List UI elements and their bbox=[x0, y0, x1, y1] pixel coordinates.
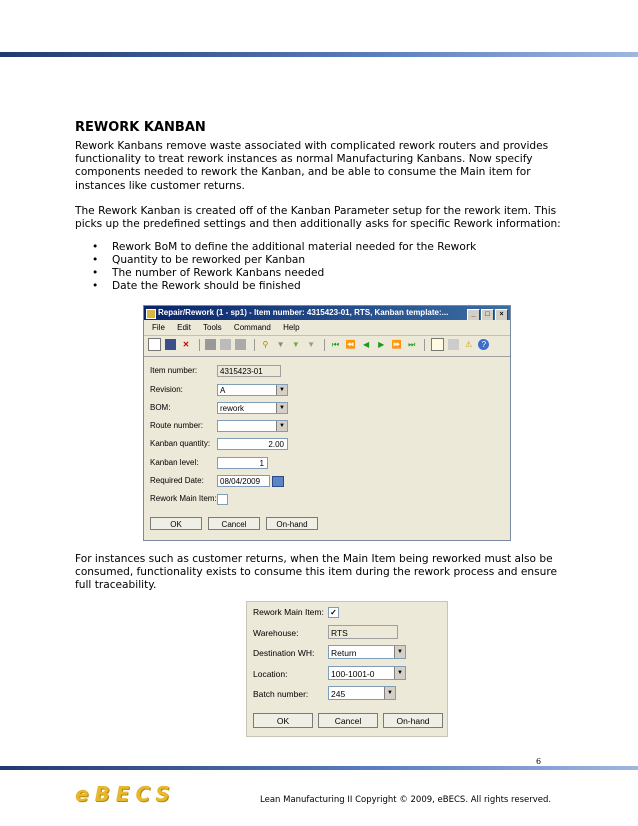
list-item: • Quantity to be reworked per Kanban bbox=[92, 254, 476, 267]
print-icon[interactable] bbox=[205, 339, 216, 350]
app-icon bbox=[146, 309, 156, 319]
menu-help[interactable]: Help bbox=[283, 323, 300, 332]
bom-value: rework bbox=[220, 404, 245, 413]
route-number-label: Route number: bbox=[150, 421, 203, 430]
dialog-titlebar bbox=[144, 306, 510, 320]
chevron-down-icon[interactable]: ▼ bbox=[276, 403, 287, 413]
first-record-icon[interactable]: ⏮ bbox=[331, 340, 340, 349]
list-item: • Rework BoM to define the additional material needed for the Rework bbox=[92, 241, 476, 254]
kanban-quantity-input[interactable]: 2.00 bbox=[217, 438, 288, 450]
intro-paragraph: Rework Kanbans remove waste associated with complicated rework routers and provides functionality to treat rework instances as normal Manufacturing Kanbans. Now specify components needed to rework the Kanban, and be able to consume the Main item for instances like customer returns. bbox=[75, 140, 549, 192]
next-record-icon[interactable]: ▶ bbox=[378, 340, 385, 349]
advanced-filter-icon[interactable]: ▼ bbox=[291, 340, 300, 349]
filter-selection-icon[interactable]: ▼ bbox=[276, 340, 285, 349]
bullet-list bbox=[92, 241, 476, 293]
close-icon[interactable]: × bbox=[495, 309, 508, 320]
refresh-icon[interactable] bbox=[235, 339, 246, 350]
item-number-field: 4315423-01 bbox=[217, 365, 281, 377]
minimize-icon[interactable]: _ bbox=[467, 309, 480, 320]
filter-icon[interactable]: ⚲ bbox=[262, 340, 269, 349]
bottom-rule bbox=[0, 766, 638, 770]
bom-label: BOM: bbox=[150, 403, 171, 412]
ok-button[interactable]: OK bbox=[253, 713, 313, 728]
rework-main-item-checkbox[interactable]: ✓ bbox=[328, 607, 339, 618]
warehouse-field: RTS bbox=[328, 625, 398, 639]
page-number: 6 bbox=[536, 757, 542, 766]
footer-copyright: Lean Manufacturing II Copyright © 2009, eBECS. All rights reserved. bbox=[260, 795, 552, 805]
menu-tools[interactable]: Tools bbox=[203, 323, 222, 332]
required-date-input[interactable]: 08/04/2009 bbox=[217, 475, 270, 487]
returns-paragraph: For instances such as customer returns, when the Main Item being reworked must also be consumed, functionality exists to consume this item during the rework process and ensure full traceability. bbox=[75, 553, 557, 592]
alert-icon[interactable]: ⚠ bbox=[465, 340, 473, 349]
destination-wh-select[interactable] bbox=[328, 645, 406, 659]
required-date-label: Required Date: bbox=[150, 476, 204, 485]
dialog-title: Repair/Rework (1 - sp1) - Item number: 4315423-01, RTS, Kanban template:... bbox=[158, 308, 449, 317]
menu-command[interactable]: Command bbox=[233, 323, 271, 332]
remove-filter-icon[interactable]: ▼ bbox=[307, 340, 316, 349]
menu-bar bbox=[144, 320, 510, 336]
copy-icon[interactable] bbox=[448, 339, 459, 350]
next-page-icon[interactable]: ⏩ bbox=[391, 340, 402, 349]
on-hand-button[interactable]: On-hand bbox=[266, 517, 318, 530]
ok-button[interactable]: OK bbox=[150, 517, 202, 530]
on-hand-button[interactable]: On-hand bbox=[383, 713, 443, 728]
maximize-icon[interactable]: □ bbox=[481, 309, 494, 320]
repair-rework-dialog bbox=[143, 305, 511, 541]
setup-paragraph: The Rework Kanban is created off of the Kanban Parameter setup for the rework item. This picks up the predefined settings and then additionally asks for specific Rework information: bbox=[75, 205, 561, 231]
list-item: • The number of Rework Kanbans needed bbox=[92, 267, 476, 280]
warehouse-label: Warehouse: bbox=[253, 628, 299, 638]
chevron-down-icon[interactable]: ▼ bbox=[276, 385, 287, 395]
document-icon[interactable] bbox=[431, 338, 444, 351]
revision-label: Revision: bbox=[150, 385, 183, 394]
kanban-level-label: Kanban level: bbox=[150, 458, 199, 467]
revision-select[interactable] bbox=[217, 384, 288, 396]
cancel-button[interactable]: Cancel bbox=[318, 713, 378, 728]
location-select[interactable] bbox=[328, 666, 406, 680]
chevron-down-icon[interactable]: ▼ bbox=[384, 687, 395, 699]
menu-file[interactable]: File bbox=[152, 323, 165, 332]
menu-edit[interactable]: Edit bbox=[177, 323, 191, 332]
rework-main-item-panel bbox=[246, 601, 448, 737]
delete-icon[interactable]: ✕ bbox=[182, 340, 190, 349]
section-heading: REWORK KANBAN bbox=[75, 120, 206, 135]
batch-number-label: Batch number: bbox=[253, 689, 309, 699]
destination-wh-label: Destination WH: bbox=[253, 648, 315, 658]
batch-number-select[interactable] bbox=[328, 686, 396, 700]
rework-main-item-label: Rework Main Item: bbox=[150, 494, 217, 503]
rework-main-item-checkbox[interactable] bbox=[217, 494, 228, 505]
destination-wh-value: Return bbox=[331, 648, 357, 658]
toolbar bbox=[144, 336, 510, 357]
kanban-quantity-label: Kanban quantity: bbox=[150, 439, 211, 448]
print-preview-icon[interactable] bbox=[220, 339, 231, 350]
top-rule bbox=[0, 52, 638, 57]
chevron-down-icon[interactable]: ▼ bbox=[276, 421, 287, 431]
item-number-label: Item number: bbox=[150, 366, 198, 375]
batch-number-value: 245 bbox=[331, 689, 346, 699]
new-icon[interactable] bbox=[148, 338, 161, 351]
list-item: • Date the Rework should be finished bbox=[92, 280, 476, 293]
route-number-select[interactable] bbox=[217, 420, 288, 432]
chevron-down-icon[interactable]: ▼ bbox=[394, 646, 405, 658]
rework-main-item-label: Rework Main Item: bbox=[253, 607, 324, 617]
chevron-down-icon[interactable]: ▼ bbox=[394, 667, 405, 679]
previous-record-icon[interactable]: ◀ bbox=[362, 340, 370, 349]
bom-select[interactable] bbox=[217, 402, 288, 414]
kanban-level-input[interactable]: 1 bbox=[217, 457, 268, 469]
save-icon[interactable] bbox=[165, 339, 176, 350]
location-label: Location: bbox=[253, 669, 288, 679]
ebecs-logo: eBECS bbox=[75, 782, 176, 806]
previous-page-icon[interactable]: ⏪ bbox=[345, 340, 356, 349]
help-icon[interactable]: ? bbox=[478, 339, 489, 350]
cancel-button[interactable]: Cancel bbox=[208, 517, 260, 530]
location-value: 100-1001-0 bbox=[331, 669, 375, 679]
calendar-icon[interactable] bbox=[272, 476, 284, 487]
revision-value: A bbox=[220, 386, 226, 395]
last-record-icon[interactable]: ⏭ bbox=[408, 340, 416, 349]
